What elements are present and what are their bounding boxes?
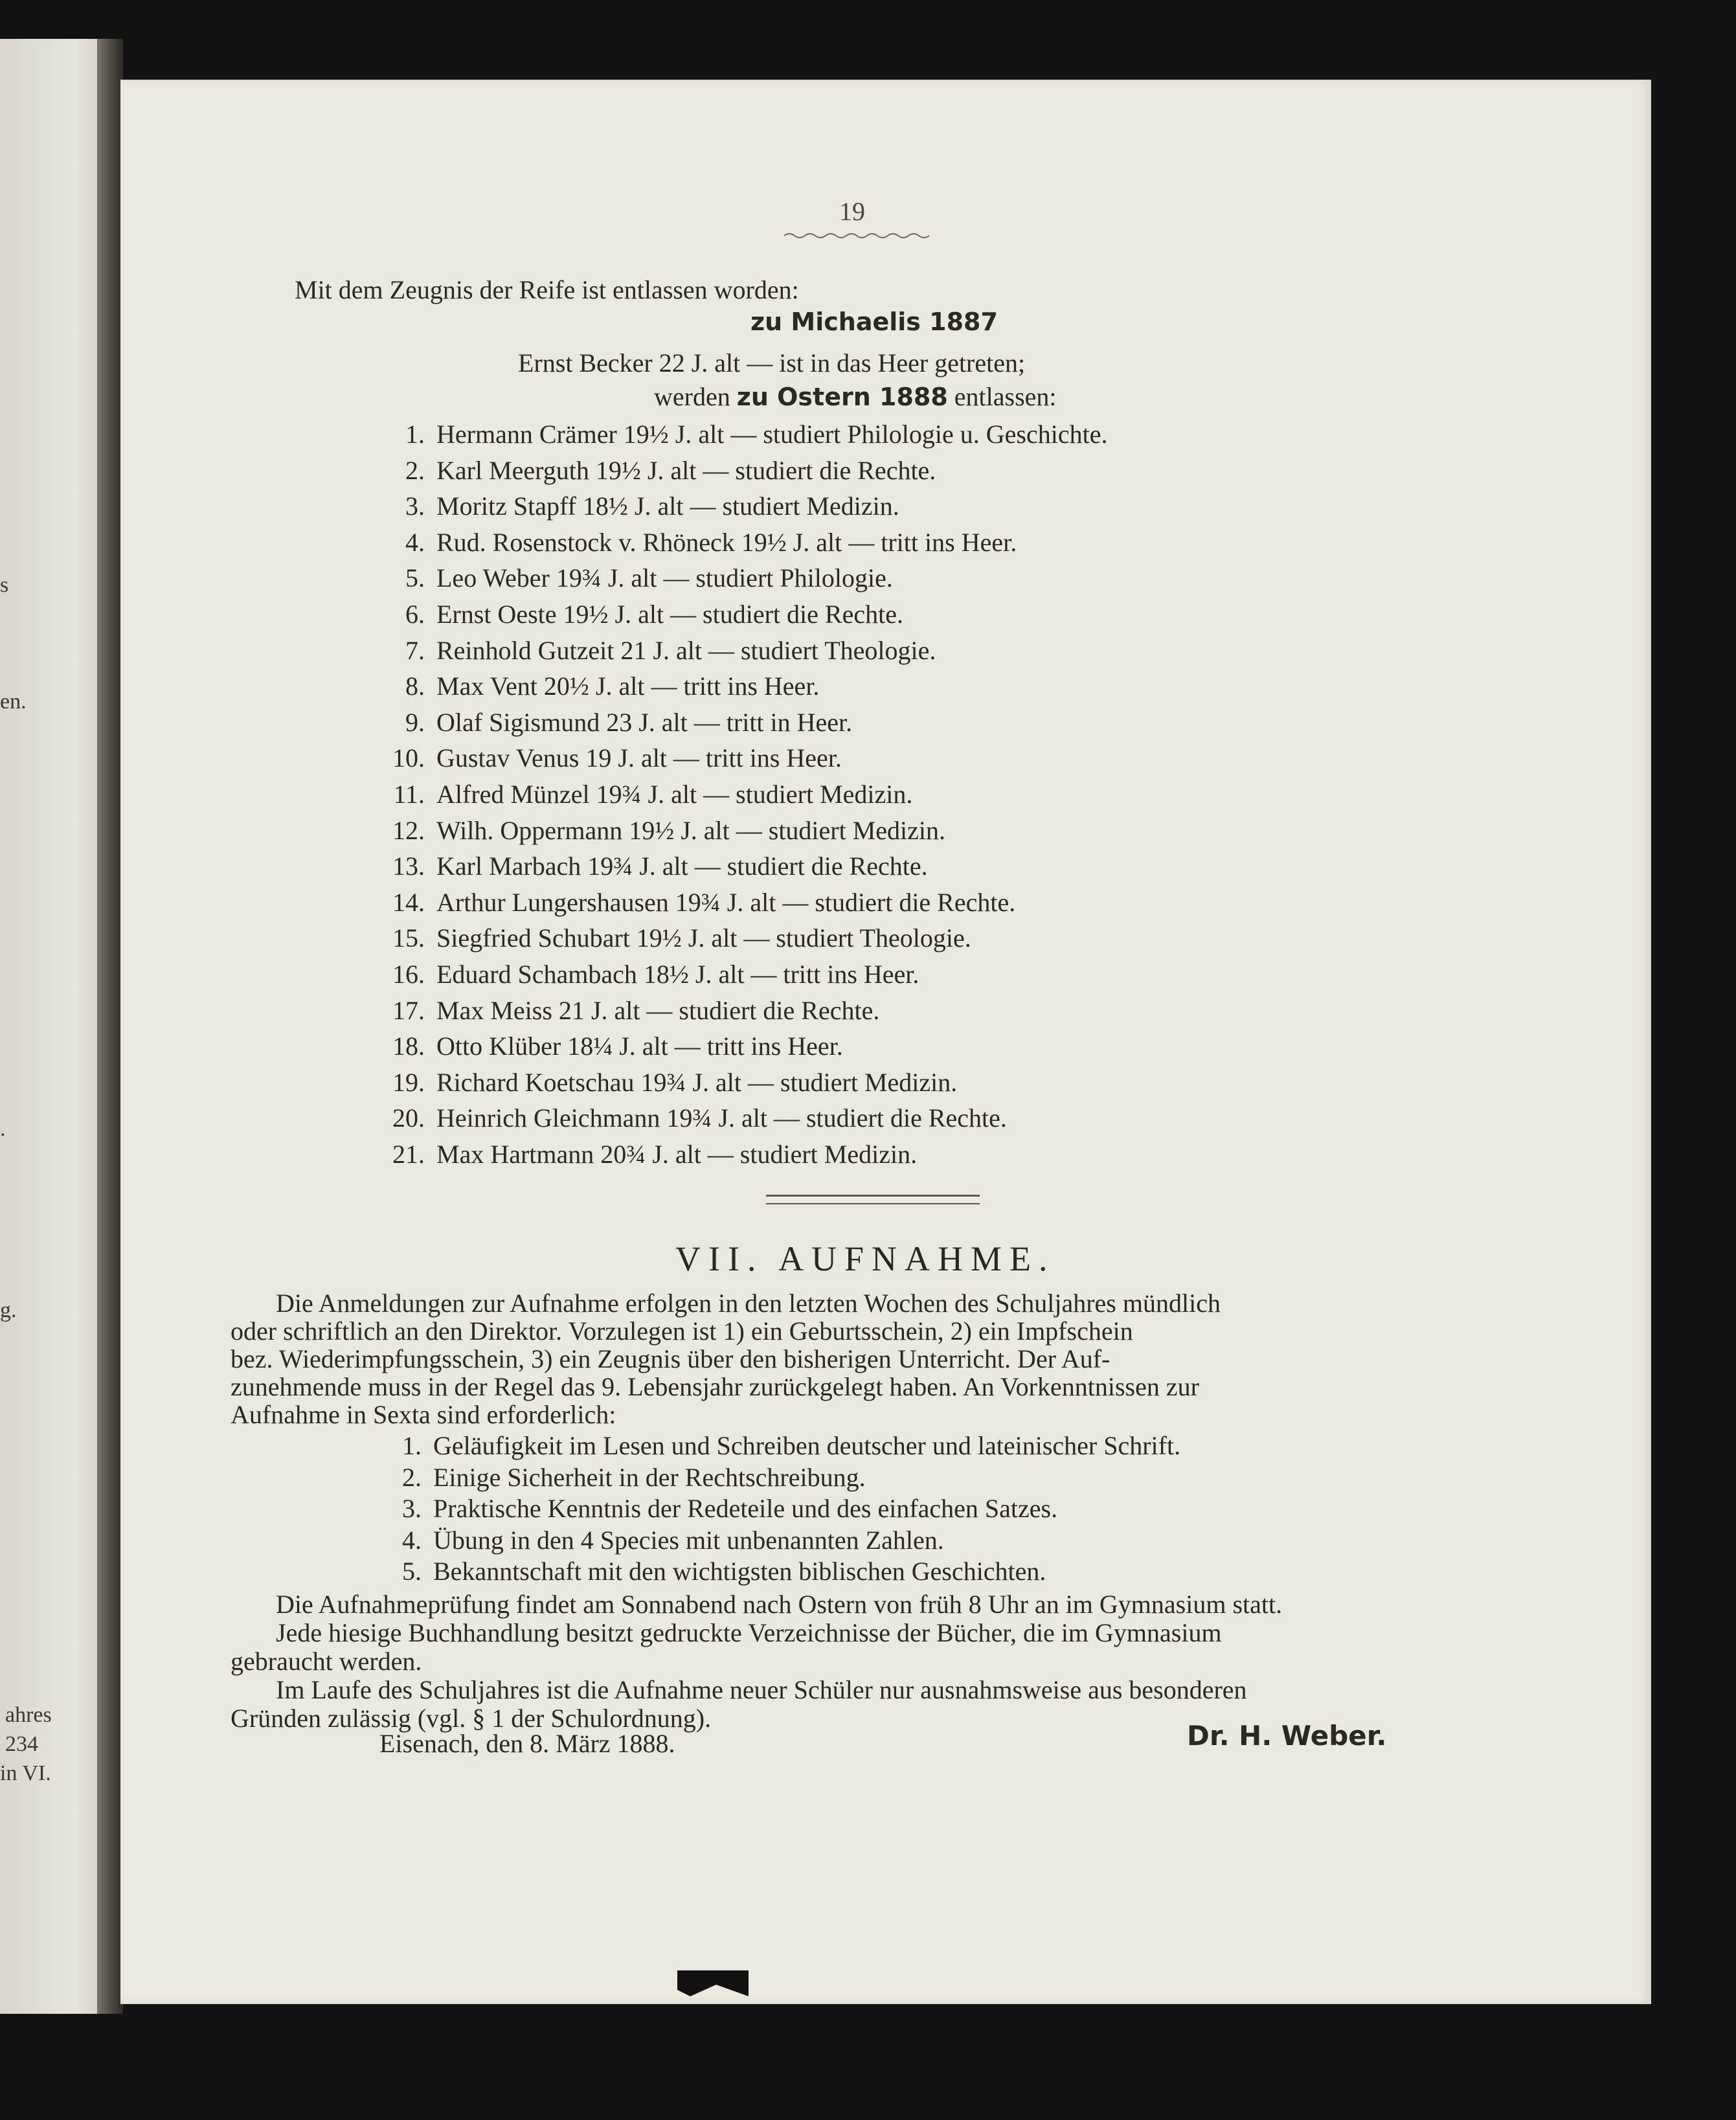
michaelis-entry: Ernst Becker 22 J. alt — ist in das Heer getreten; — [518, 348, 1026, 378]
left-fragment: in VI. — [0, 1761, 51, 1785]
graduate-text: Wilh. Oppermann 19½ J. alt — studiert Medizin. — [436, 816, 946, 845]
left-page-edge — [0, 39, 109, 2014]
ostern-line — [654, 384, 1057, 410]
graduate-number: 15. — [392, 923, 425, 953]
graduate-number: 13. — [392, 851, 425, 881]
graduate-row — [379, 638, 936, 664]
graduate-text: Hermann Crämer 19½ J. alt — studiert Philologie u. Geschichte. — [436, 420, 1108, 449]
graduate-number: 19. — [392, 1068, 425, 1097]
graduate-text: Heinrich Gleichmann 19¾ J. alt — studiert die Rechte. — [436, 1103, 1007, 1133]
graduate-text: Arthur Lungershausen 19¾ J. alt — studiert die Rechte. — [436, 888, 1016, 917]
requirement-number: 4. — [402, 1526, 422, 1555]
section-heading: VII. AUFNAHME. — [675, 1239, 1055, 1278]
graduate-text: Alfred Münzel 19¾ J. alt — studiert Medizin. — [436, 780, 913, 809]
michaelis-heading: zu Michaelis 1887 — [750, 308, 998, 336]
exam-line: gebraucht werden. — [231, 1647, 422, 1676]
graduate-row — [379, 673, 819, 699]
graduate-text: Olaf Sigismund 23 J. alt — tritt in Heer. — [436, 708, 853, 737]
graduate-row — [379, 530, 1017, 556]
graduate-row — [379, 998, 879, 1024]
graduate-text: Max Hartmann 20¾ J. alt — studiert Medizin. — [436, 1140, 918, 1169]
place-date: Eisenach, den 8. März 1888. — [379, 1729, 675, 1758]
paper-tear — [677, 1970, 749, 1996]
graduate-row — [379, 1033, 843, 1059]
admission-line: bez. Wiederimpfungsschein, 3) ein Zeugnis über den bisherigen Unterricht. Der Auf- — [231, 1344, 1110, 1373]
exam-line: Gründen zulässig (vgl. § 1 der Schulordnung). — [231, 1704, 712, 1733]
graduate-row — [379, 602, 903, 627]
graduate-row — [379, 1142, 917, 1167]
intro-line: Mit dem Zeugnis der Reife ist entlassen worden: — [295, 275, 799, 304]
requirement-text: Übung in den 4 Species mit unbenannten Zahlen. — [433, 1526, 944, 1555]
page-number: 19 — [839, 197, 865, 226]
admission-line: Aufnahme in Sexta sind erforderlich: — [231, 1400, 616, 1429]
graduate-number: 17. — [392, 996, 425, 1025]
requirement-number: 5. — [402, 1557, 422, 1586]
requirement-row — [386, 1559, 1046, 1584]
requirement-number: 1. — [402, 1431, 422, 1460]
graduate-text: Rud. Rosenstock v. Rhöneck 19½ J. alt — tritt ins Heer. — [436, 528, 1017, 557]
graduate-row — [379, 853, 928, 879]
signature: Dr. H. Weber. — [1187, 1720, 1387, 1752]
ostern-heading: zu Ostern 1888 — [736, 383, 948, 411]
exam-line: Jede hiesige Buchhandlung besitzt gedruckte Verzeichnisse der Bücher, die im Gymnasium — [276, 1618, 1222, 1647]
graduate-text: Richard Koetschau 19¾ J. alt — studiert Medizin. — [436, 1068, 958, 1097]
graduate-number: 1. — [405, 420, 425, 449]
graduate-row — [379, 1105, 1007, 1131]
requirement-text: Bekanntschaft mit den wichtigsten biblischen Geschichten. — [433, 1557, 1046, 1586]
graduate-text: Siegfried Schubart 19½ J. alt — studiert Theologie. — [436, 923, 971, 953]
requirement-row — [386, 1496, 1057, 1522]
admission-line: zunehmende muss in der Regel das 9. Lebensjahr zurückgelegt haben. An Vorkenntnissen zur — [231, 1372, 1199, 1401]
graduate-row — [379, 782, 912, 807]
graduate-row — [379, 422, 1107, 447]
graduate-number: 14. — [392, 888, 425, 917]
graduate-number: 4. — [405, 528, 425, 557]
graduate-number: 9. — [405, 708, 425, 737]
graduate-number: 2. — [405, 456, 425, 485]
graduate-number: 18. — [392, 1032, 425, 1061]
left-fragment: ahres — [5, 1703, 52, 1727]
graduate-number: 21. — [392, 1140, 425, 1169]
graduate-number: 6. — [405, 600, 425, 629]
graduate-row — [379, 890, 1015, 916]
graduate-text: Leo Weber 19¾ J. alt — studiert Philologie. — [436, 563, 893, 592]
exam-line: Im Laufe des Schuljahres ist die Aufnahme neuer Schüler nur ausnahmsweise aus besonderen — [276, 1675, 1247, 1704]
ostern-suffix: entlassen: — [954, 382, 1057, 411]
left-fragment: s — [0, 573, 9, 597]
book-gutter — [97, 39, 123, 2014]
requirement-row — [386, 1528, 944, 1553]
graduate-text: Ernst Oeste 19½ J. alt — studiert die Rechte. — [436, 600, 903, 629]
exam-line: Die Aufnahmeprüfung findet am Sonnabend nach Ostern von früh 8 Uhr an im Gymnasium statt. — [276, 1590, 1283, 1619]
graduate-text: Moritz Stapff 18½ J. alt — studiert Medizin. — [436, 491, 899, 521]
graduate-number: 8. — [405, 671, 425, 701]
graduate-number: 20. — [392, 1103, 425, 1133]
graduate-text: Max Meiss 21 J. alt — studiert die Rechte. — [436, 996, 880, 1025]
graduate-row — [379, 745, 842, 771]
admission-line: oder schriftlich an den Direktor. Vorzulegen ist 1) ein Geburtsschein, 2) ein Impfschein — [231, 1316, 1133, 1346]
graduate-row — [379, 565, 893, 591]
graduate-number: 5. — [405, 563, 425, 592]
requirement-row — [386, 1433, 1180, 1459]
requirement-row — [386, 1465, 866, 1491]
graduate-number: 16. — [392, 960, 425, 989]
left-fragment: . — [0, 1117, 6, 1141]
graduate-row — [379, 458, 936, 484]
requirement-number: 3. — [402, 1494, 422, 1523]
graduate-text: Gustav Venus 19 J. alt — tritt ins Heer. — [436, 743, 842, 772]
graduate-row — [379, 925, 971, 951]
graduate-text: Karl Meerguth 19½ J. alt — studiert die Rechte. — [436, 456, 936, 485]
graduate-text: Otto Klüber 18¼ J. alt — tritt ins Heer. — [436, 1032, 843, 1061]
graduate-number: 7. — [405, 636, 425, 665]
graduate-row — [379, 710, 852, 736]
graduate-number: 10. — [392, 743, 425, 772]
admission-line: Die Anmeldungen zur Aufnahme erfolgen in den letzten Wochen des Schuljahres mündlich — [276, 1289, 1221, 1318]
left-fragment: en. — [0, 690, 27, 714]
graduate-number: 11. — [393, 780, 425, 809]
graduate-row — [379, 1070, 957, 1096]
ostern-prefix: werden — [654, 382, 730, 411]
section-divider — [766, 1195, 980, 1204]
graduate-number: 3. — [405, 491, 425, 521]
graduate-text: Karl Marbach 19¾ J. alt — studiert die Rechte. — [436, 851, 928, 881]
graduate-row — [379, 493, 899, 519]
graduate-text: Reinhold Gutzeit 21 J. alt — studiert Theologie. — [436, 636, 936, 665]
requirement-text: Geläufigkeit im Lesen und Schreiben deutscher und lateinischer Schrift. — [433, 1431, 1181, 1460]
graduate-row — [379, 818, 945, 844]
requirement-number: 2. — [402, 1463, 422, 1492]
requirement-text: Praktische Kenntnis der Redeteile und des einfachen Satzes. — [433, 1494, 1058, 1523]
graduate-text: Max Vent 20½ J. alt — tritt ins Heer. — [436, 671, 820, 701]
left-fragment: g. — [0, 1298, 17, 1322]
left-fragment: 234 — [5, 1732, 38, 1756]
graduate-row — [379, 962, 919, 987]
page — [120, 80, 1651, 2004]
graduate-number: 12. — [392, 816, 425, 845]
ornament-wave — [784, 232, 933, 240]
graduate-text: Eduard Schambach 18½ J. alt — tritt ins Heer. — [436, 960, 919, 989]
requirement-text: Einige Sicherheit in der Rechtschreibung. — [433, 1463, 866, 1492]
